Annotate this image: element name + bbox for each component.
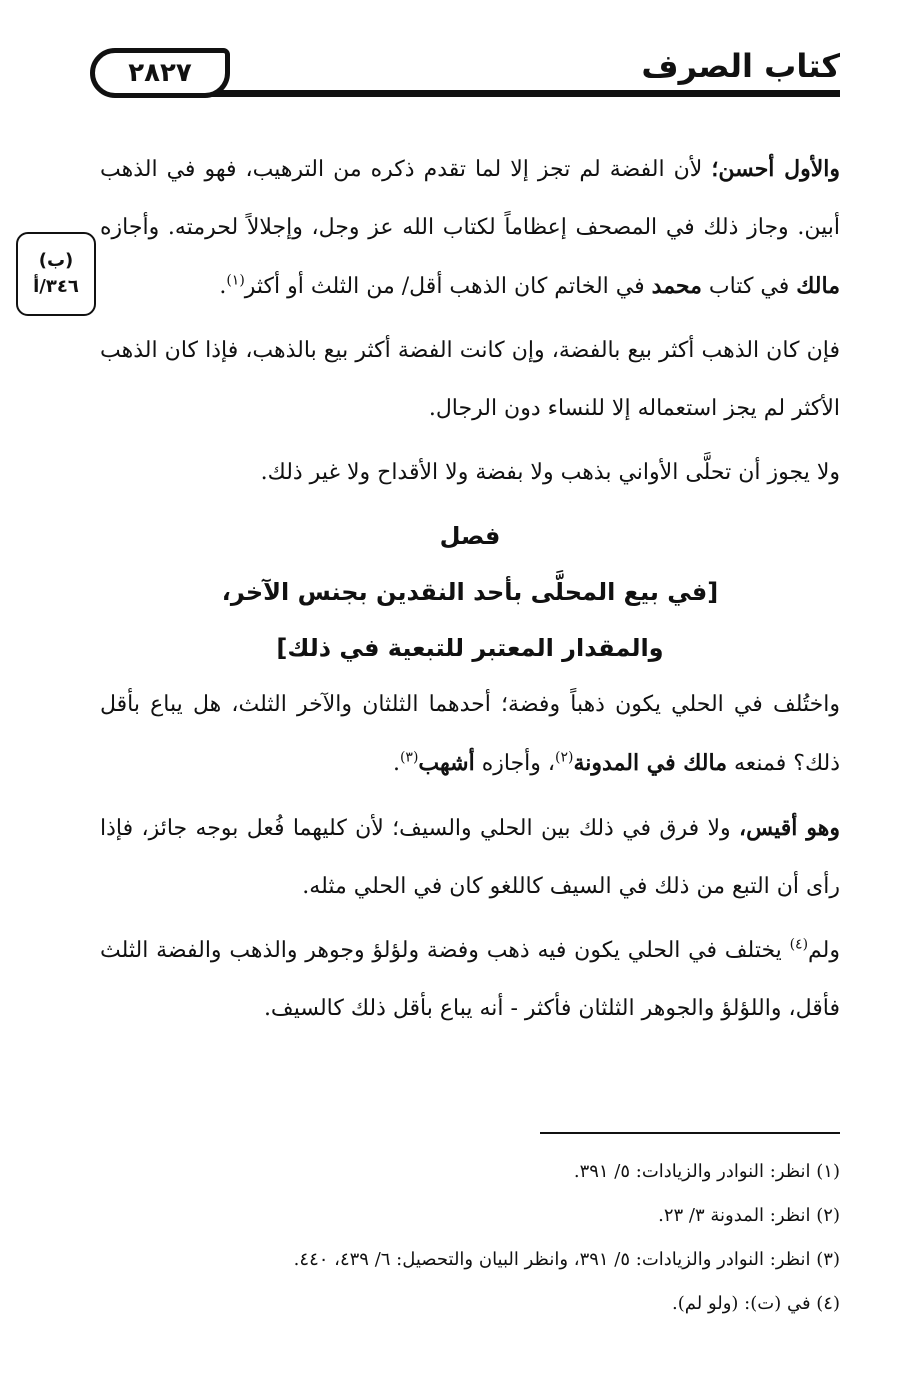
- section-subtitle-line-1: [في بيع المحلَّى بأحد النقدين بجنس الآخر،: [221, 578, 719, 606]
- footnote-ref-2: (٢): [555, 749, 574, 766]
- footnote-ref-3: (٣): [399, 749, 419, 766]
- footnote-1: (١) انظر: النوادر والزيادات: ٥/ ٣٩١.: [573, 1161, 840, 1182]
- header-rule: [200, 90, 840, 97]
- text-run: ولا فرق في ذلك بين الحلي والسيف؛ لأن كليهما فُعل بوجه جائز، فإذا رأى أن التبع من ذلك في السيف كاللغو كان في الحلي مثله.: [100, 816, 840, 899]
- text-run: ولم: [808, 938, 840, 963]
- book-title: كتاب الصرف: [627, 46, 840, 86]
- text-run: .: [219, 274, 227, 299]
- paragraph-1: [100, 140, 840, 316]
- footnote-4: (٤) في (ت): (ولو لم).: [672, 1293, 840, 1314]
- main-text: [100, 140, 840, 1044]
- bold-lead: وهو أقيس،: [738, 815, 840, 841]
- text-run: واختُلف في الحلي يكون ذهباً وفضة؛ أحدهما الثلثان والآخر الثلث، هل يباع بأقل ذلك؟ فمنعه: [100, 692, 840, 776]
- text-run: في الخاتم كان الذهب أقل/ من الثلث أو أكثر: [244, 274, 652, 299]
- page-header: [90, 44, 840, 114]
- footnotes: [120, 1150, 840, 1326]
- text-run: يختلف في الحلي يكون فيه ذهب وفضة ولؤلؤ وجوهر والذهب والفضة الثلث فأقل، واللؤلؤ والجوهر الثلثان فأكثر - أنه يباع بأقل ذلك كالسيف.: [100, 938, 840, 1021]
- footnote-separator: [540, 1132, 840, 1134]
- name-malik: مالك: [796, 273, 840, 299]
- footnote-ref-4: (٤): [789, 936, 809, 953]
- footnote-ref-1: (١): [226, 272, 245, 289]
- paragraph-5: [100, 799, 840, 916]
- paragraph-4: [100, 676, 840, 793]
- text-run: في كتاب: [701, 274, 797, 299]
- section-subtitle-line-2: والمقدار المعتبر للتبعية في ذلك]: [276, 634, 664, 662]
- manuscript-folio-marker: [16, 232, 96, 316]
- bold-malik-mudawwana: مالك في المدونة: [573, 750, 727, 776]
- folio-side: (ب): [38, 250, 74, 271]
- text-run: .: [392, 751, 400, 776]
- name-ashhab: أشهب: [418, 750, 475, 776]
- section-heading: فصل: [439, 522, 501, 550]
- bold-lead: والأول أحسن؛: [711, 156, 840, 182]
- footnote-2: (٢) انظر: المدونة ٣/ ٢٣.: [658, 1205, 840, 1226]
- footnote-3: (٣) انظر: النوادر والزيادات: ٥/ ٣٩١، وانظر البيان والتحصيل: ٦/ ٤٣٩، ٤٤٠.: [293, 1249, 840, 1270]
- paragraph-2: فإن كان الذهب أكثر بيع بالفضة، وإن كانت الفضة أكثر بيع بالذهب، فإذا كان الذهب الأكثر لم يجز استعماله إلا للنساء دون الرجال.: [100, 338, 840, 421]
- name-muhammad: محمد: [651, 273, 702, 299]
- text-run: لأن الفضة لم تجز إلا لما تقدم ذكره من الترهيب، فهو في الذهب أبين. وجاز ذلك في المصحف إعظاماً لكتاب الله عز وجل، وإجلالاً لحرمته. وأجازه: [100, 157, 840, 240]
- page-number: ٢٨٢٧: [90, 48, 230, 98]
- paragraph-6: [100, 922, 840, 1038]
- text-run: ، وأجازه: [474, 751, 555, 776]
- folio-number: ٣٤٦/أ: [33, 276, 79, 297]
- paragraph-3: ولا يجوز أن تحلَّى الأواني بذهب ولا بفضة ولا الأقداح ولا غير ذلك.: [260, 460, 840, 485]
